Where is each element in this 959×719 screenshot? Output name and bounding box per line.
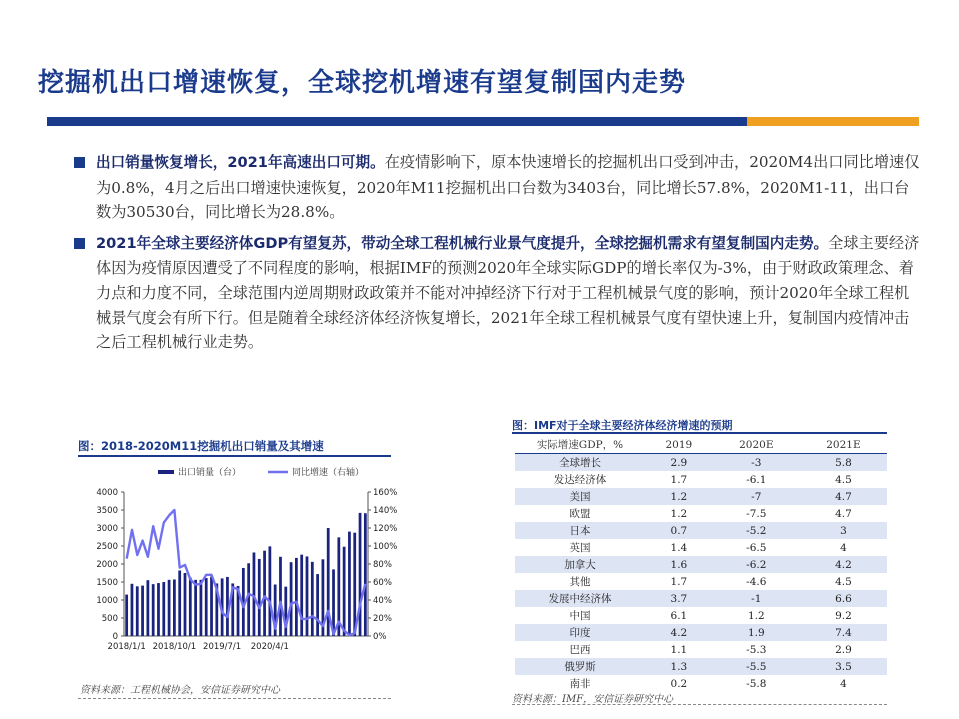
table-row [515, 624, 887, 641]
table-header-row [515, 436, 887, 454]
bar-export-volume [263, 551, 266, 636]
table-cell-value: 6.1 [670, 609, 688, 622]
y-tick-label-right: 100% [373, 542, 398, 552]
bar-export-volume [157, 583, 160, 636]
bar-export-volume [300, 555, 303, 636]
y-tick-label-right: 20% [373, 614, 392, 624]
table-cell-value: 5.8 [800, 454, 887, 472]
y-tick-label-left: 3000 [96, 524, 118, 534]
bullet-lead: 2021年全球主要经济体GDP有望复苏，带动全球工程机械行业景气度提升，全球挖掘机需求有望复制国内走势。 [96, 234, 829, 252]
table-cell-value: -5.5 [713, 658, 800, 675]
table-row [515, 590, 887, 607]
table-source: 资料来源：IMF，安信证券研究中心 [512, 694, 674, 705]
bullet-item [72, 231, 920, 355]
table-cell-value: 7.4 [800, 624, 887, 641]
y-tick-label-left: 2500 [96, 542, 118, 552]
table-row [515, 522, 887, 539]
table-header-year: 2019 [645, 436, 713, 454]
table-cell-value: -6.5 [746, 541, 767, 554]
table-cell-value: -5.2 [713, 522, 800, 539]
table-cell-economy: 美国 [515, 488, 645, 505]
bar-export-volume [364, 513, 367, 636]
table-cell-value: 1.7 [670, 473, 688, 486]
table-cell-value: -3 [713, 454, 800, 472]
table-cell-economy: 发达经济体 [553, 474, 607, 486]
y-tick-label-left: 500 [101, 614, 118, 624]
table-cell-value: 4.2 [800, 556, 887, 573]
chart-caption-rule [78, 455, 391, 457]
table-cell-value: 1.3 [645, 658, 713, 675]
legend-label-line: 同比增速（右轴） [292, 468, 365, 478]
table-cell-value: 9.2 [835, 609, 852, 622]
bullet-text: 在疫情影响下，原本快速增长的挖掘机出口受到冲击，2020M4出口同比增速仅为0.8%，4月之后出口增速快速恢复，2020年M11挖掘机出口台数为3403台，同比增长57.8%，2020M1-11，出口台数为30530台，同比增长为28.8%。 [96, 153, 920, 222]
bullet-item [72, 150, 920, 225]
title-underline-orange [747, 117, 919, 126]
table-cell-value: -1 [713, 590, 800, 607]
table-header-year: 2021E [800, 436, 887, 454]
table-cell-value: -5.3 [746, 643, 767, 656]
table-cell-value: 0.7 [645, 522, 713, 539]
table-row [515, 505, 887, 522]
bar-export-volume [162, 582, 165, 636]
table-caption: 图：IMF对于全球主要经济体经济增速的预期 [512, 419, 733, 432]
export-chart [78, 460, 408, 660]
y-tick-label-right: 60% [373, 578, 392, 588]
table-header-year: 2020E [713, 436, 800, 454]
table-row [515, 454, 887, 472]
bullet-square-icon [74, 157, 85, 168]
table-cell-economy: 日本 [515, 522, 645, 539]
table-cell-value: -5.8 [746, 677, 767, 690]
table-cell-economy: 英国 [569, 542, 591, 554]
table-cell-value: 1.2 [747, 609, 765, 622]
bar-export-volume [268, 546, 271, 636]
bar-export-volume [258, 559, 261, 636]
bar-export-volume [200, 580, 203, 636]
table-row [515, 488, 887, 505]
table-row [515, 471, 887, 488]
table-cell-value: 4 [840, 677, 847, 690]
x-tick-label: 2020/4/1 [250, 642, 289, 652]
page-title: 挖掘机出口增速恢复，全球挖机增速有望复制国内走势 [38, 68, 687, 98]
table-cell-value: 2.9 [835, 643, 852, 656]
legend-swatch-bars [158, 470, 174, 474]
table-cell-value: 3.5 [800, 658, 887, 675]
bar-export-volume [194, 580, 197, 636]
table-cell-economy: 欧盟 [569, 508, 591, 520]
y-tick-label-left: 2000 [96, 560, 118, 570]
chart-source-rule [78, 698, 391, 699]
bar-export-volume [184, 573, 187, 636]
y-tick-label-right: 80% [373, 560, 392, 570]
table-row [515, 556, 887, 573]
bar-export-volume [247, 563, 250, 636]
bar-export-volume [152, 584, 155, 636]
bar-export-volume [131, 584, 134, 636]
y-tick-label-right: 160% [373, 488, 398, 498]
bar-export-volume [173, 579, 176, 636]
bar-export-volume [189, 578, 192, 636]
bar-export-volume [136, 586, 139, 636]
bar-export-volume [348, 532, 351, 636]
y-tick-label-left: 4000 [96, 488, 118, 498]
table-cell-value: 3.7 [645, 590, 713, 607]
table-cell-economy: 南非 [569, 678, 591, 690]
y-tick-label-left: 0 [112, 632, 118, 642]
y-tick-label-right: 140% [373, 506, 398, 516]
table-cell-economy: 中国 [569, 610, 591, 622]
bar-export-volume [343, 547, 346, 636]
bullet-text: 全球主要经济体因为疫情原因遭受了不同程度的影响，根据IMF的预测2020年全球实际GDP的增长率仅为-3%，由于财政政策理念、着力点和力度不同，全球范围内逆周期财政政策并不能对冲掉经济下行对于工程机械景气度的影响，预计2020年全球工程机械景气度会有所下行。但是随着全球经济体经济恢复增长，2021年全球工程机械景气度有望快速上升，复制国内疫情冲击之后工程机械行业走势。 [96, 233, 920, 352]
table-cell-economy: 其他 [569, 576, 591, 588]
table-row [515, 573, 887, 590]
bar-export-volume [311, 562, 314, 636]
table-cell-value: 4.5 [835, 473, 852, 486]
table-cell-economy: 发展中经济体 [515, 590, 645, 607]
table-cell-value: 4 [840, 541, 847, 554]
bar-export-volume [125, 595, 128, 636]
table-row [515, 641, 887, 658]
table-cell-economy: 加拿大 [515, 556, 645, 573]
bar-export-volume [279, 557, 282, 636]
bar-export-volume [306, 556, 309, 636]
table-cell-value: 1.2 [645, 488, 713, 505]
bar-export-volume [253, 552, 256, 636]
x-tick-label: 2019/7/1 [203, 642, 242, 652]
bullet-list [72, 150, 920, 361]
table-cell-value: 1.9 [713, 624, 800, 641]
table-cell-value: 4.7 [835, 507, 852, 520]
x-tick-label: 2018/10/1 [152, 642, 197, 652]
table-cell-economy: 全球增长 [515, 454, 645, 472]
bar-export-volume [146, 580, 149, 636]
bar-export-volume [205, 578, 208, 636]
bullet-square-icon [74, 238, 85, 249]
table-cell-value: 1.6 [645, 556, 713, 573]
y-tick-label-right: 120% [373, 524, 398, 534]
bar-export-volume [359, 513, 362, 636]
y-tick-label-right: 40% [373, 596, 392, 606]
table-cell-value: 6.6 [800, 590, 887, 607]
table-caption-rule [512, 432, 887, 434]
table-cell-value: -7 [713, 488, 800, 505]
bar-export-volume [353, 533, 356, 636]
table-cell-value: 1.4 [670, 541, 688, 554]
bar-export-volume [316, 574, 319, 636]
bar-export-volume [168, 580, 171, 636]
y-tick-label-left: 3500 [96, 506, 118, 516]
table-cell-value: -7.5 [746, 507, 767, 520]
y-tick-label-left: 1000 [96, 596, 118, 606]
table-cell-value: 4.5 [835, 575, 852, 588]
table-cell-economy: 巴西 [569, 644, 591, 656]
bar-export-volume [290, 562, 293, 636]
table-source-rule [512, 704, 887, 705]
table-cell-value: 3 [800, 522, 887, 539]
table-cell-value: -4.6 [746, 575, 767, 588]
bar-export-volume [178, 570, 181, 636]
table-row [515, 658, 887, 675]
bar-export-volume [284, 587, 287, 636]
y-tick-label-right: 0% [373, 632, 387, 642]
table-cell-value: 4.2 [645, 624, 713, 641]
table-cell-value: 1.2 [670, 507, 688, 520]
table-cell-value: 0.2 [670, 677, 688, 690]
bar-export-volume [295, 558, 298, 636]
table-cell-value: 4.7 [800, 488, 887, 505]
table-row [515, 607, 887, 624]
table-header-name: 实际增速GDP，% [515, 436, 645, 454]
y-tick-label-left: 1500 [96, 578, 118, 588]
table-cell-value: 1.7 [670, 575, 688, 588]
bar-export-volume [210, 577, 213, 636]
table-cell-value: 1.1 [670, 643, 688, 656]
bar-export-volume [141, 586, 144, 636]
table-cell-value: -6.2 [713, 556, 800, 573]
bullet-lead: 出口销量恢复增长，2021年高速出口可期。 [96, 154, 385, 171]
table-cell-value: -6.1 [746, 473, 767, 486]
table-cell-economy: 印度 [515, 624, 645, 641]
table-cell-economy: 俄罗斯 [515, 658, 645, 675]
legend-label-bars: 出口销量（台） [178, 468, 242, 478]
title-underline-blue [47, 117, 747, 126]
chart-caption: 图：2018-2020M11挖掘机出口销量及其增速 [78, 439, 324, 453]
chart-source: 资料来源：工程机械协会，安信证券研究中心 [80, 685, 280, 696]
table-row [515, 539, 887, 556]
table-cell-value: 2.9 [645, 454, 713, 472]
x-tick-label: 2018/1/1 [107, 642, 146, 652]
imf-forecast-table [515, 436, 887, 692]
